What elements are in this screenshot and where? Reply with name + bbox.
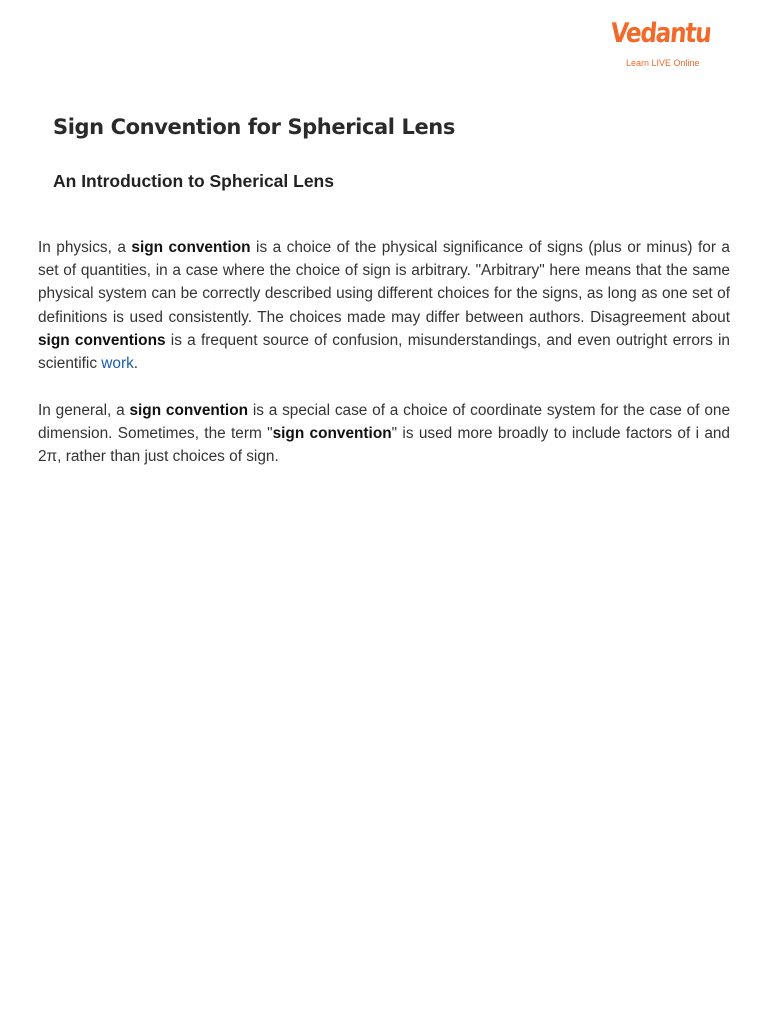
work-link[interactable]: work: [101, 355, 134, 373]
vedantu-logo: [609, 18, 712, 74]
logo-tagline: Learn LIVE Online: [626, 58, 700, 68]
paragraph-2-text-2: is a special case of a choice of coordinate system for the case of one dimension. Sometimes, the term ": [38, 402, 731, 443]
page-title: Sign Convention for Spherical Lens: [53, 115, 455, 139]
paragraph-1-text-1: In physics, a: [38, 239, 132, 256]
paragraph-2-bold-2: sign convention: [272, 425, 392, 443]
paragraph-1-bold-2: sign conventions: [38, 331, 166, 349]
paragraph-1-text-2: is a choice of the physical significance of signs (plus or minus) for a set of quantities, in a case where the choice of sign is arbitrary. "Arbitrary" here means that the same physical system can be correctly described using different choices for the signs, as long as one set of definitions is used consistently. The choices made may differ between authors. Disagreement about: [38, 239, 730, 326]
paragraph-1-bold-1: sign convention: [131, 239, 251, 256]
paragraph-2-text-3: " is used more broadly to include factors of i and 2π, rather than just choices of sign.: [38, 425, 730, 466]
logo-wordmark: Vedantu: [609, 18, 712, 49]
section-subtitle: An Introduction to Spherical Lens: [53, 171, 334, 191]
paragraph-2-text-1: In general, a: [38, 402, 130, 419]
paragraph-2-bold-1: sign convention: [129, 402, 248, 419]
paragraph-1-text-3: is a frequent source of confusion, misunderstandings, and even outright errors in scientific: [38, 331, 730, 373]
paragraph-1-text-4: .: [133, 355, 139, 373]
paragraph-2: [38, 399, 730, 469]
paragraph-1: [38, 236, 730, 375]
